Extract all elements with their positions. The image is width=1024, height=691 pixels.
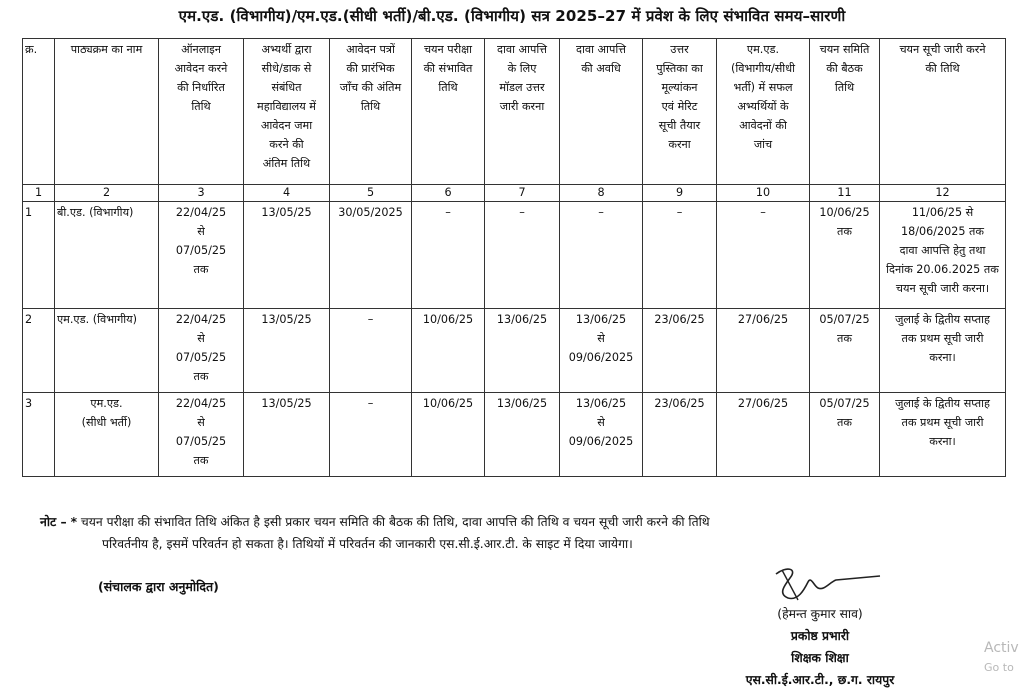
header-cell-evaluation: उत्तर पुस्तिका का मूल्यांकन एवं मेरिट सूची तैयार करना — [643, 39, 717, 185]
cell-sno: 1 — [23, 202, 55, 309]
cell-exam-date: 10/06/25 — [412, 393, 485, 477]
signature-image — [768, 560, 888, 605]
cell-exam-date: 10/06/25 — [412, 309, 485, 393]
header-cell-course: पाठ्यक्रम का नाम — [55, 39, 159, 185]
page-title: एम.एड. (विभागीय)/एम.एड.(सीधी भर्ती)/बी.एड. (विभागीय) सत्र 2025–27 में प्रवेश के लिए संभावित समय–सारणी — [178, 7, 846, 25]
header-row — [23, 39, 1006, 185]
signatory-department: शिक्षक शिक्षा — [791, 651, 849, 665]
cell-claim-period: – — [560, 202, 643, 309]
column-number: 9 — [643, 185, 717, 202]
column-number: 6 — [412, 185, 485, 202]
header-cell-model-answer: दावा आपत्ति के लिए मॉडल उत्तर जारी करना — [485, 39, 560, 185]
column-number: 5 — [330, 185, 412, 202]
approval-text: (संचालक द्वारा अनुमोदित) — [98, 579, 219, 594]
cell-committee: 10/06/25 तक — [810, 202, 880, 309]
cell-evaluation: – — [643, 202, 717, 309]
cell-evaluation: 23/06/25 — [643, 309, 717, 393]
cell-model-answer: – — [485, 202, 560, 309]
cell-scrutiny-date: 30/05/2025 — [330, 202, 412, 309]
header-cell-submit-date: अभ्यर्थी द्वारा सीधे/डाक से संबंधित महाविद्यालय में आवेदन जमा करने की अंतिम तिथि — [244, 39, 330, 185]
cell-model-answer: 13/06/25 — [485, 393, 560, 477]
column-number: 2 — [55, 185, 159, 202]
cell-submit-date: 13/05/25 — [244, 202, 330, 309]
header-cell-sno: क्र. — [23, 39, 55, 185]
signatory-designation: प्रकोष्ठ प्रभारी — [790, 629, 850, 643]
cell-verification: 27/06/25 — [717, 393, 810, 477]
watermark-line-1: Activ — [984, 640, 1019, 656]
cell-list-issue: जुलाई के द्वितीय सप्ताह तक प्रथम सूची जारी करना। — [880, 393, 1006, 477]
column-number: 7 — [485, 185, 560, 202]
cell-scrutiny-date: – — [330, 309, 412, 393]
cell-online-date: 22/04/25 से 07/05/25 तक — [159, 393, 244, 477]
header-cell-online-date: ऑनलाइन आवेदन करने की निर्धारित तिथि — [159, 39, 244, 185]
signatory-name: (हेमन्त कुमार साव) — [777, 607, 863, 621]
cell-claim-period: 13/06/25 से 09/06/2025 — [560, 393, 643, 477]
note-star: * — [70, 515, 77, 529]
note-line-2: परिवर्तनीय है, इसमें परिवर्तन हो सकता है। तिथियों में परिवर्तन की जानकारी एस.सी.ई.आर.टी. के साइट में दिया जायेगा। — [102, 537, 633, 551]
column-number: 11 — [810, 185, 880, 202]
column-number-row — [23, 185, 1006, 202]
cell-scrutiny-date: – — [330, 393, 412, 477]
cell-model-answer: 13/06/25 — [485, 309, 560, 393]
cell-submit-date: 13/05/25 — [244, 393, 330, 477]
cell-online-date: 22/04/25 से 07/05/25 तक — [159, 202, 244, 309]
cell-committee: 05/07/25 तक — [810, 393, 880, 477]
cell-sno: 3 — [23, 393, 55, 477]
header-cell-list-issue: चयन सूची जारी करने की तिथि — [880, 39, 1006, 185]
table-row — [23, 309, 1006, 393]
table-row — [23, 393, 1006, 477]
header-cell-scrutiny-date: आवेदन पत्रों की प्रारंभिक जाँच की अंतिम तिथि — [330, 39, 412, 185]
header-cell-committee: चयन समिति की बैठक तिथि — [810, 39, 880, 185]
header-cell-exam-date: चयन परीक्षा की संभावित तिथि — [412, 39, 485, 185]
note-label: नोट – — [40, 515, 67, 529]
column-number: 10 — [717, 185, 810, 202]
cell-online-date: 22/04/25 से 07/05/25 तक — [159, 309, 244, 393]
activation-watermark — [984, 638, 1019, 678]
cell-submit-date: 13/05/25 — [244, 309, 330, 393]
column-number: 4 — [244, 185, 330, 202]
watermark-line-2: Go to — [984, 661, 1014, 674]
cell-course: एम.एड. (विभागीय) — [55, 309, 159, 393]
note-block — [40, 511, 970, 555]
cell-course: एम.एड. (सीधी भर्ती) — [55, 393, 159, 477]
column-number: 3 — [159, 185, 244, 202]
cell-list-issue: जुलाई के द्वितीय सप्ताह तक प्रथम सूची जारी करना। — [880, 309, 1006, 393]
signature-block — [705, 603, 935, 691]
schedule-table — [22, 38, 1006, 477]
column-number: 1 — [23, 185, 55, 202]
cell-verification: – — [717, 202, 810, 309]
table-row — [23, 202, 1006, 309]
header-cell-claim-period: दावा आपत्ति की अवधि — [560, 39, 643, 185]
column-number: 12 — [880, 185, 1006, 202]
cell-course: बी.एड. (विभागीय) — [55, 202, 159, 309]
header-cell-verification: एम.एड. (विभागीय/सीधी भर्ती) में सफल अभ्यर्थियों के आवेदनों की जांच — [717, 39, 810, 185]
note-line-1: चयन परीक्षा की संभावित तिथि अंकित है इसी प्रकार चयन समिति की बैठक की तिथि, दावा आपत्ति की तिथि व चयन सूची जारी करने की तिथि — [80, 515, 710, 529]
cell-sno: 2 — [23, 309, 55, 393]
cell-committee: 05/07/25 तक — [810, 309, 880, 393]
signatory-office: एस.सी.ई.आर.टी., छ.ग. रायपुर — [745, 673, 895, 687]
cell-claim-period: 13/06/25 से 09/06/2025 — [560, 309, 643, 393]
cell-list-issue: 11/06/25 से 18/06/2025 तक दावा आपत्ति हेतु तथा दिनांक 20.06.2025 तक चयन सूची जारी करना। — [880, 202, 1006, 309]
column-number: 8 — [560, 185, 643, 202]
cell-exam-date: – — [412, 202, 485, 309]
cell-evaluation: 23/06/25 — [643, 393, 717, 477]
cell-verification: 27/06/25 — [717, 309, 810, 393]
